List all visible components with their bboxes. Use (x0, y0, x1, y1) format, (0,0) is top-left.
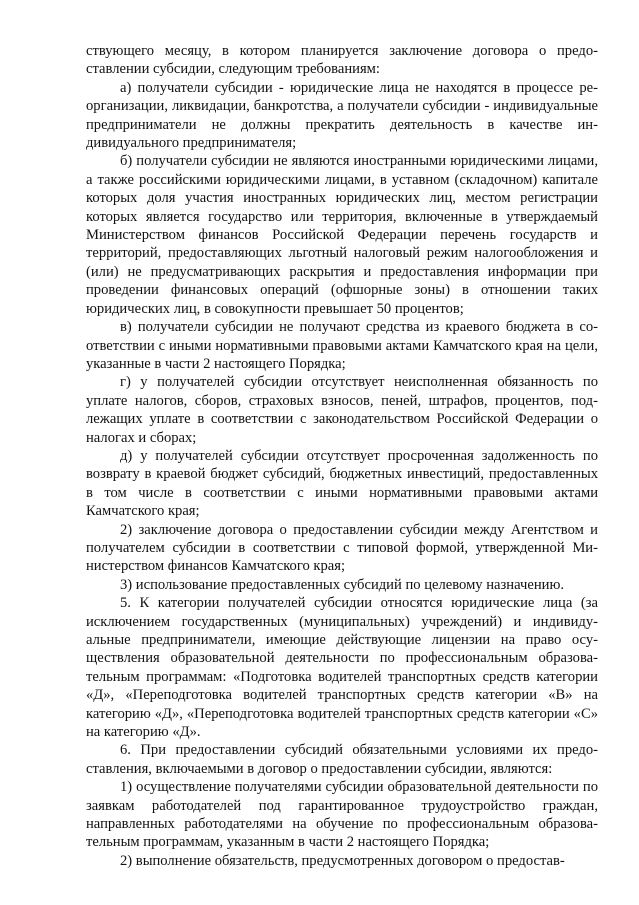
paragraph-section-6: 6. При предоставлении субсидий обязательными условиями их предоставления, включаемыми в договор о предоставлении субсидии, являются: (86, 742, 598, 777)
paragraph-intro-continuation: ствующего месяцу, в котором планируется заключение договора о предоставлении субсидии, следующим требованиям: (86, 43, 598, 78)
paragraph-section-5: 5. К категории получателей субсидии относятся юридические лица (за исключением государственных (муниципальных) учреждений) и индивидуальные предприниматели, имеющие действующие лицензии на право осуществления образовательной деятельности по профессиональным образовательным программам: «Подготовка водителей транспортных средств категории «Д», «Переподготовка водителей транспортных средств категории «В» на категорию «Д», «Переподготовка водителей транспортных средств категории «С» на категорию «Д». (86, 595, 598, 741)
document-body (86, 42, 598, 870)
paragraph-condition-1: 1) осуществление получателями субсидии образовательной деятельности по заявкам работодателей под гарантированное трудоустройство граждан, направленных работодателями на обучение по профессиональным образовательным программам, указанным в части 2 настоящего Порядка; (86, 779, 598, 851)
paragraph-item-d: д) у получателей субсидии отсутствует просроченная задолженность по возврату в краевой бюджет субсидий, бюджетных инвестиций, предоставленных в том числе в соответствии с иными нормативными правовыми актами Камчатского края; (86, 447, 598, 520)
paragraph-item-v: в) получатели субсидии не получают средства из краевого бюджета в соответствии с иными нормативными правовыми актами Камчатского края на цели, указанные в части 2 настоящего Порядка; (86, 319, 598, 372)
paragraph-point-2: 2) заключение договора о предоставлении субсидии между Агентством и получателем субсидии в соответствии с типовой формой, утвержденной Министерством финансов Камчатского края; (86, 521, 598, 575)
paragraph-item-g: г) у получателей субсидии отсутствует неисполненная обязанность по уплате налогов, сборов, страховых взносов, пеней, штрафов, процентов, подлежащих уплате в соответствии с законодательством Российской Федерации о налогах и сборах; (86, 374, 598, 446)
paragraph-point-3: 3) использование предоставленных субсидий по целевому назначению. (120, 576, 564, 593)
paragraph-condition-2: 2) выполнение обязательств, предусмотренных договором о предостав- (120, 852, 565, 869)
paragraph-item-b: б) получатели субсидии не являются иностранными юридическими лицами, а также российскими юридическими лицами, в уставном (складочном) капитале которых доля участия иностранных юридических лиц, местом регистрации которых является государство или территория, включенные в утверждаемый Министерством финансов Российской Федерации перечень государств и территорий, предоставляющих льготный налоговый режим налогообложения и (или) не предусматривающих раскрытия и предоставления информации при проведении финансовых операций (офшорные зоны) в отношении таких юридических лиц, в совокупности превышает 50 процентов; (86, 153, 598, 317)
paragraph-item-a: а) получатели субсидии - юридические лица не находятся в процессе реорганизации, ликвидации, банкротства, а получатели субсидии - индивидуальные предприниматели не должны прекратить деятельность в качестве индивидуального предпринимателя; (86, 79, 598, 152)
